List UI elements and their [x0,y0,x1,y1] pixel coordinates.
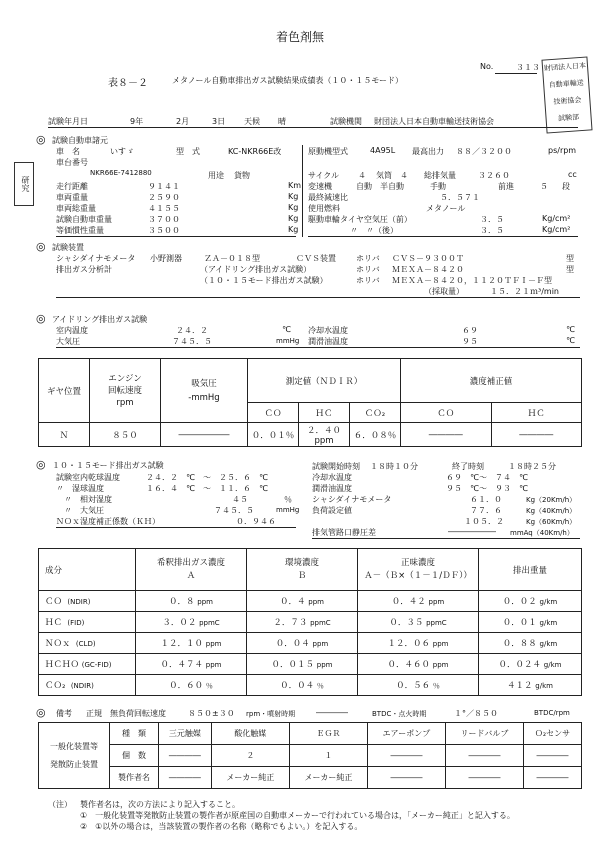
cylinders-value: ４ [400,171,408,180]
room-temp: ２４．２ [176,326,208,335]
cell: ―――― [401,423,492,447]
number-value: ３１３ [516,63,540,72]
chassis-label: 車台番号 [56,158,88,167]
pressure: ７４５．５ [172,337,212,346]
coolant-label: 冷却水温度 [312,473,352,482]
oil-range: ９５ ℃～ ９３ ℃ [446,484,528,493]
vehicle-weight: ２５９０ [148,193,180,202]
unit: ％ [205,682,213,690]
section-mark-icon: ◎ [36,706,46,719]
document-heading: 着色剤無 [276,30,325,44]
displacement-label: 総排気量 [424,171,456,180]
value: ０．４２ [391,597,426,607]
dyno-label: シャシダイナモメータ [312,495,392,504]
cell: ―――― [445,745,523,767]
value: １２．１０ [160,639,204,649]
unit: ppm [308,598,324,606]
col-hc-corr: ＨＣ [491,403,582,423]
coolant-temp: ６９ [462,326,478,335]
celsius-unit: ℃ [566,336,575,345]
unit: g/km [539,640,558,648]
inertia-weight: ３５００ [148,226,180,235]
final-ratio-label: 最終減速比 [308,193,348,202]
distance-label: 走行距離 [56,182,88,191]
wet-bulb-label: 〃 湿球温度 [56,484,104,493]
col-component: 成分 [39,549,136,591]
humidity: ４５ [232,495,248,504]
distance-value: ９１４１ [148,182,180,191]
cell: ２．４０ppm [299,423,350,447]
cell: ―――― [159,745,212,767]
component-name: ＣＯ [45,597,63,607]
idle-speed-label: 正規 無負荷回転速度 [86,709,166,718]
mmhg-unit: mmHg [276,506,300,514]
component-method: (CLD) [75,640,96,648]
mode-analyzer-label: （１０・１５モード排出ガス試験） [200,276,328,285]
start-label: 試験開始時刻 [312,462,360,471]
weather-label: 天候 [244,117,260,126]
load-40-unit: Kg（40Km/h） [526,507,577,515]
celsius-unit: ℃ [566,325,575,334]
dyno-model: ＺＡ－０１８型 [204,254,260,263]
backpressure-unit: mmAq（40Km/h） [510,529,574,537]
table-row [39,654,582,675]
kg-unit: Kg [288,214,299,223]
note-line: ② ①以外の場合は，当該装置の製作者の名称（略称でもよい。）を記入する。 [80,822,363,831]
cell: ―――― [367,745,445,767]
row-type-label: 種 類 [110,723,159,745]
value: ０．５６ [396,681,431,691]
cvs-model: ＣＶＳ－９３００Ｔ [392,254,464,263]
mode-results-table [38,548,582,696]
tire-rear-label: 〃 〃（後） [350,226,398,235]
vehicle-type-label: 型 式 [176,147,200,156]
unit: ppm [316,661,333,669]
mode-analyzer-model: ＭＥＸＡ－８４２０，１１２０ＴＦＩ－Ｆ型 [392,276,552,285]
analyzer-label: 排出ガス分析計 [56,265,112,274]
kh-value: ０．９４６ [236,517,276,526]
cell: ―――――― [161,423,248,447]
table-title: メタノール自動車排出ガス試験結果成績表（１０・１５モード） [172,76,404,85]
speeds-unit: 段 [562,182,570,191]
coolant-range: ６９ ℃～ ７４ ℃ [446,473,528,482]
section-mark-icon: ◎ [36,133,46,146]
note-line: ① 一般化装置等発散防止装置の製作者が原産国の自動車メーカーで行われている場合は，「メーカー純正」と記入する。 [80,811,515,820]
component-name: ＣＯ₂ [45,681,66,691]
table-label: 表８－２ [108,78,148,89]
sampling-flow: １５．２１ｍ³/min [490,287,559,296]
cell: 酸化触媒 [211,723,289,745]
use-value: 貨物 [234,171,250,180]
max-output-label: 最高出力 [412,147,444,156]
value: ０．０４ [275,639,310,649]
oil-label: 潤滑油温度 [308,337,348,346]
col-measured: 測定値（ＮＤＩＲ） [248,359,401,403]
table-row [39,633,582,654]
equipment-group-label: 一般化装置等 [50,741,98,751]
org-label: 試験機関 [330,117,362,126]
value: ０．８ [169,597,195,607]
unit: g/km [539,619,558,627]
section-mark-icon: ◎ [36,458,46,471]
end-label: 終了時刻 [452,462,484,471]
note-line: 製作者名は，次の方法により記入すること。 [80,800,240,809]
side-stamp [14,162,34,206]
vehicle-maker: いすゞ [110,147,134,156]
cell: メーカー純正 [289,767,367,789]
model-suffix: 型 [566,265,574,274]
cell: ２ [211,745,289,767]
transmission-manual: 手動 [430,182,446,191]
unit: ppm [428,598,445,606]
oil-temp: ９５ [462,337,478,346]
sampling-label: （採取量） [424,287,464,296]
tire-front: ３．５ [480,215,504,224]
celsius-unit: ℃ [282,325,291,334]
load-60-unit: Kg（60Km/h） [526,518,577,526]
date-day: 3日 [212,117,226,126]
cell: ８５０ [90,423,161,447]
value: １２．０６ [387,639,431,649]
col-diluted: 希釈排出ガス濃度 Ａ [136,549,247,591]
idle-speed: ８５０±３０ [188,709,235,718]
col-gear: ギヤ位置 [39,359,90,423]
component-method: (FID) [67,619,85,627]
value: ０．４６０ [387,660,431,670]
idle-speed-unit: rpm・噴射時期 [246,710,296,718]
value: ０．６０ [169,681,204,691]
start-time: １８時１０分 [370,462,418,471]
unit: ppm [197,598,213,606]
institution-seal [541,56,592,133]
pressure-label: 大気圧 [56,337,80,346]
table-row [39,675,582,696]
displacement-unit: cc [568,170,577,179]
vehicle-type: KC-NKR66E改 [228,147,282,156]
max-output: ８８／３２００ [456,147,512,156]
col-net: 正味濃度 Ａ－（Ｂ×（１－１/ＤＦ）） [358,549,479,591]
component-name: ＨＣＨＯ [45,660,80,670]
injection-timing: ―――― [316,708,348,717]
load-20: ６１．０ [470,495,502,504]
value: ０．８８ [502,639,537,649]
seal-line: 自動車輸送 [548,78,584,90]
cell: ―――― [367,767,445,789]
date-label: 試験年月日 [48,117,88,126]
vehicle-name-label: 車 名 [56,147,80,156]
use-label: 用途 [208,171,224,180]
value: ４１２ [507,681,533,691]
oil-label: 潤滑油温度 [312,484,352,493]
load-60: １０５．２ [464,517,504,526]
col-rpm: エンジン 回転速度 rpm [90,359,161,423]
remarks-label: 備考 [56,709,72,718]
forward-label: 前進 [498,182,514,191]
test-weight-label: 試験自動車重量 [56,215,112,224]
displacement: ３２６０ [478,171,510,180]
transmission-auto: 自動 半自動 [356,182,404,191]
cell: 三元触媒 [159,723,212,745]
dyno-label: シャシダイナモメータ [56,254,136,263]
value: ０．０４ [280,681,315,691]
engine-type-label: 原動機型式 [308,147,348,156]
number-label: No. [480,62,494,71]
cvs-label: ＣＶＳ装置 [296,254,336,263]
percent-unit: ％ [284,495,292,504]
gross-weight-label: 車両総重量 [56,204,96,213]
value: ３．０２ [162,618,197,628]
kh-label: ＮＯｘ湿度補正係数（ＫＨ） [56,517,160,526]
backpressure: ―――――― [448,527,496,536]
col-hc: ＨＣ [299,403,350,423]
unit: ppm [205,661,222,669]
cell: １ [289,745,367,767]
cell: ０．０１％ [248,423,299,447]
forward-speeds: ５ [540,182,548,191]
unit: g/km [543,661,562,669]
test-weight: ３７００ [148,215,180,224]
load-label: 負荷設定値 [312,506,352,515]
idle-results-table [38,358,582,447]
value: ０．０１５ [271,660,315,670]
side-stamp-text: 研究 [21,176,30,192]
unit: g/km [535,682,553,690]
load-20-unit: Kg（20Km/h） [526,496,577,504]
col-corrected: 濃度補正値 [401,359,582,403]
cell: ―――― [445,767,523,789]
section1-title: 試験自動車諸元 [52,136,108,145]
unit: ％ [316,682,324,690]
unit: ppm [205,640,222,648]
cvs-maker: ホリバ [356,254,380,263]
kg-unit: Kg [288,203,299,212]
cell: ＥＧＲ [289,723,367,745]
air-pressure-label: 〃 大気圧 [64,506,104,515]
inertia-weight-label: 等価慣性重量 [56,226,104,235]
value: ０．４７４ [160,660,204,670]
value: ０．０２ [502,597,537,607]
unit: g/km [539,598,558,606]
backpressure-label: 排気管路口静圧差 [312,528,376,537]
col-co: ＣＯ [248,403,299,423]
kg-unit: Kg [288,192,299,201]
org-value: 財団法人日本自動車輸送技術協会 [374,117,494,126]
component-name: ＮＯｘ [45,639,71,649]
kg-unit: Kg [288,225,299,234]
air-pressure: ７４５．５ [214,506,254,515]
humidity-label: 〃 相対湿度 [64,495,112,504]
equipment-table [38,722,582,789]
dry-bulb: ２４．２ ℃ ～ ２５．６ ℃ [146,473,268,482]
vehicle-weight-label: 車両重量 [56,193,88,202]
cell: ―――― [491,423,582,447]
value: ０．３５ [389,618,424,628]
tire-rear: ３．５ [480,226,504,235]
cell: ６．０８％ [350,423,401,447]
mmhg-unit: mmHg [276,337,300,345]
cell: Ｎ [39,423,90,447]
cell: ―――― [524,745,582,767]
end-time: １８時２５分 [508,462,556,471]
load-40: ７７．６ [470,506,502,515]
date-year: 9年 [130,117,144,126]
distance-unit: Km [288,181,302,190]
cell: ―――― [524,767,582,789]
unit: ppmC [426,619,447,627]
component-method: (NDIR) [70,682,94,690]
model-suffix: 型 [566,254,574,263]
cycle-label: サイクル [308,171,340,180]
col-vacuum: 吸気圧 -mmHg [161,359,248,423]
wet-bulb: １６．４ ℃ ～ １１．６ ℃ [146,484,268,493]
component-method: (NDIR) [67,598,91,606]
table-row [39,591,582,612]
engine-type: 4A95L [370,146,396,155]
btdc-rpm-label: BTDC/rpm [534,709,570,717]
col-co2: ＣＯ₂ [350,403,401,423]
section2-title: 試験装置 [52,243,84,252]
date-month: 2月 [176,117,190,126]
unit: ppm [432,661,449,669]
idle-analyzer-maker: ホリバ [356,265,380,274]
max-output-unit: ps/rpm [548,146,577,155]
seal-line: 技術協会 [553,96,582,106]
seal-line: 試験部 [557,113,580,123]
dry-bulb-label: 試験室内乾球温度 [56,473,120,482]
fuel-value: メタノール [426,204,466,213]
value: ０．０２４ [498,660,542,670]
cell: エアーポンプ [367,723,445,745]
section4-title: １０・１５モード排出ガス試験 [52,461,164,470]
btdc-label: BTDC・点火時期 [372,710,427,718]
notes-label: （注） [48,800,72,809]
col-co-corr: ＣＯ [401,403,492,423]
coolant-label: 冷却水温度 [308,326,348,335]
tire-unit: Kg/cm² [542,225,571,234]
row-count-label: 個 数 [110,745,159,767]
final-ratio: ５．５７１ [440,193,480,202]
section3-title: アイドリング排出ガス試験 [52,315,148,324]
cell: ―――― [159,767,212,789]
cell: メーカー純正 [211,767,289,789]
dyno-maker: 小野測器 [150,254,182,263]
unit: ％ [432,682,440,690]
mode-analyzer-maker: ホリバ [356,276,380,285]
transmission-label: 変速機 [308,182,332,191]
fuel-label: 使用燃料 [308,204,340,213]
section-mark-icon: ◎ [36,240,46,253]
cell: リードバルブ [445,723,523,745]
cycle-value: ４ [358,171,366,180]
value: ２．７３ [273,618,308,628]
unit: ppmC [310,619,331,627]
room-temp-label: 室内温度 [56,326,88,335]
row-maker-label: 製作者名 [110,767,159,789]
tire-front-label: 駆動車輪タイヤ空気圧（前） [308,215,412,224]
gross-weight: ４１５５ [148,204,180,213]
col-ambient: 環境濃度 Ｂ [247,549,358,591]
component-method: (GC-FID) [81,661,112,669]
cell: Ｏ₂センサ [524,723,582,745]
idle-analyzer-model: ＭＥＸＡ－８４２０ [392,265,464,274]
ignition-timing: １°／８５０ [454,709,498,718]
col-emission: 排出重量 [479,549,582,591]
value: ０．０１ [502,618,537,628]
weather-value: 晴 [278,117,286,126]
table-row [39,612,582,633]
cylinders-label: 気筒 [376,171,392,180]
tire-unit: Kg/cm² [542,214,571,223]
idle-analyzer-label: （アイドリング排出ガス試験） [200,265,312,274]
chassis-number: NKR66E-7412880 [90,169,152,177]
section-mark-icon: ◎ [36,312,46,325]
value: ０．４ [280,597,306,607]
equipment-group-label: 発散防止装置 [50,759,98,769]
unit: ppmC [199,619,220,627]
unit: ppm [312,640,329,648]
unit: ppm [432,640,449,648]
component-name: ＨＣ [45,618,63,628]
table-row [39,423,582,447]
seal-line: 財団法人日本 [543,61,587,73]
